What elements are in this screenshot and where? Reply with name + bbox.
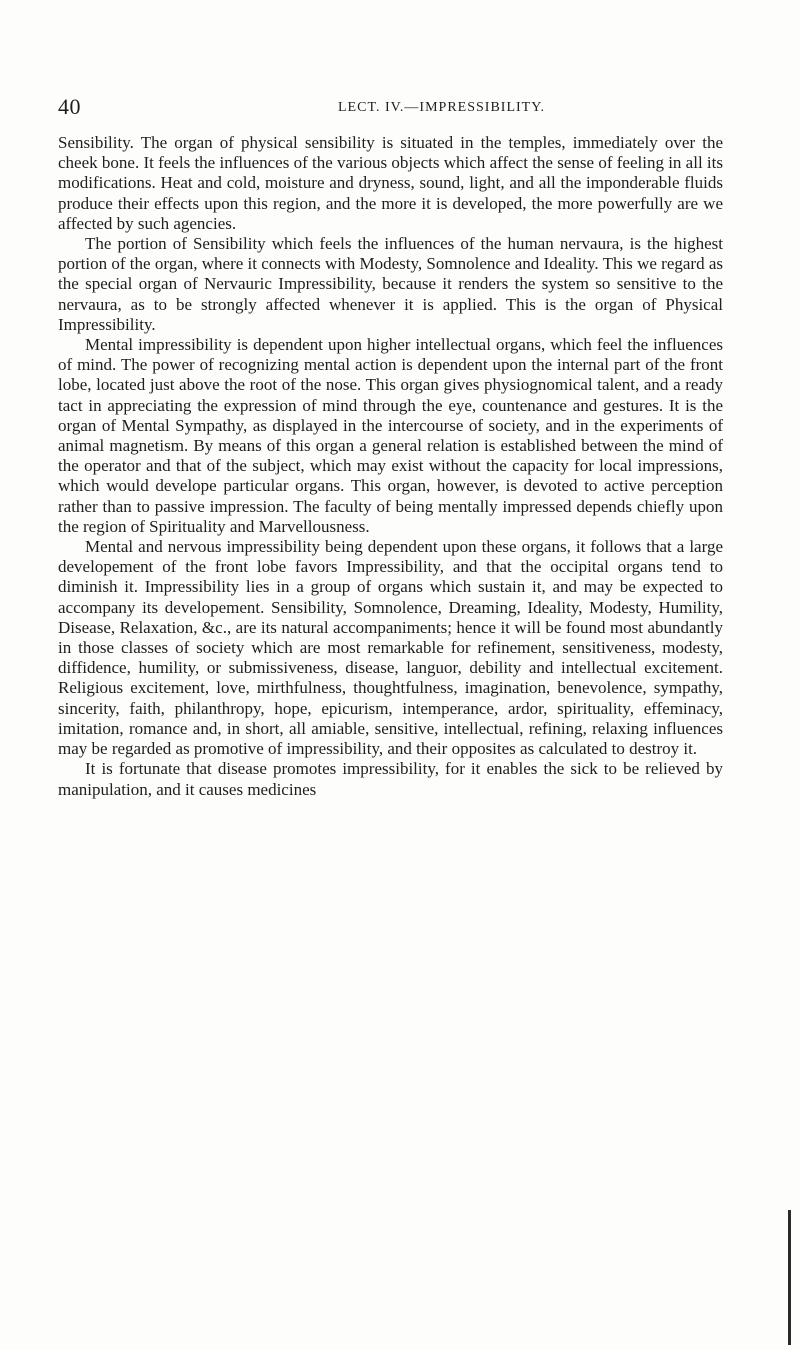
paragraph-mental-impressibility: Mental impressibility is dependent upon higher intellectual organs, which feel the influences of mind. The power of recognizing mental action is dependent upon the internal part of the front lobe, located just above the root of the nose. This organ gives physiognomical talent, and a ready tact in appreciating the expression of mind through the eye, countenance and gestures. It is the organ of Mental Sympathy, as displayed in the intercourse of society, and in the experiments of animal magnetism. By means of this organ a general relation is established between the mind of the operator and that of the subject, which may exist without the capacity for local impressions, which would develope particular organs. This organ, however, is devoted to active perception rather than to passive impression. The faculty of being mentally impressed depends chiefly upon the region of Spirituality and Marvellousness. [58,335,723,536]
page-number: 40 [58,94,81,119]
paragraph-disease: It is fortunate that disease promotes impressibility, for it enables the sick to be relieved by manipulation, and it causes medicines [58,759,723,799]
body-text [58,133,723,800]
running-head [58,94,723,120]
paragraph-nervauric-impressibility: The portion of Sensibility which feels the influences of the human nervaura, is the highest portion of the organ, where it connects with Modesty, Somnolence and Ideality. This we regard as the special organ of Nervauric Impressibility, because it renders the system so sensitive to the nervaura, as to be strongly affected whenever it is applied. This is the organ of Physical Impressibility. [58,234,723,334]
page-edge-mark [788,1210,791,1345]
running-title: LECT. IV.—IMPRESSIBILITY. [338,100,546,115]
paragraph-sensibility: Sensibility. The organ of physical sensibility is situated in the temples, immediately over the cheek bone. It feels the influences of the various objects which affect the sense of feeling in all its modifications. Heat and cold, moisture and dryness, sound, light, and all the imponderable fluids produce their effects upon this region, and the more it is developed, the more powerfully are we affected by such agencies. [58,133,723,233]
paragraph-developement: Mental and nervous impressibility being dependent upon these organs, it follows that a large developement of the front lobe favors Impressibility, and that the occipital organs tend to diminish it. Impressibility lies in a group of organs which sustain it, and may be expected to accompany its developement. Sensibility, Somnolence, Dreaming, Ideality, Modesty, Humility, Disease, Relaxation, &c., are its natural accompaniments; hence it will be found most abundantly in those classes of society which are most remarkable for refinement, sensitiveness, modesty, diffidence, humility, or submissiveness, disease, languor, debility and intellectual excitement. Religious excitement, love, mirthfulness, thoughtfulness, imagination, benevolence, sympathy, sincerity, faith, philanthropy, hope, epicurism, intemperance, ardor, spirituality, effeminacy, imitation, romance and, in short, all amiable, sensitive, intellectual, refining, relaxing influences may be regarded as promotive of impressibility, and their opposites as calculated to destroy it. [58,537,723,759]
